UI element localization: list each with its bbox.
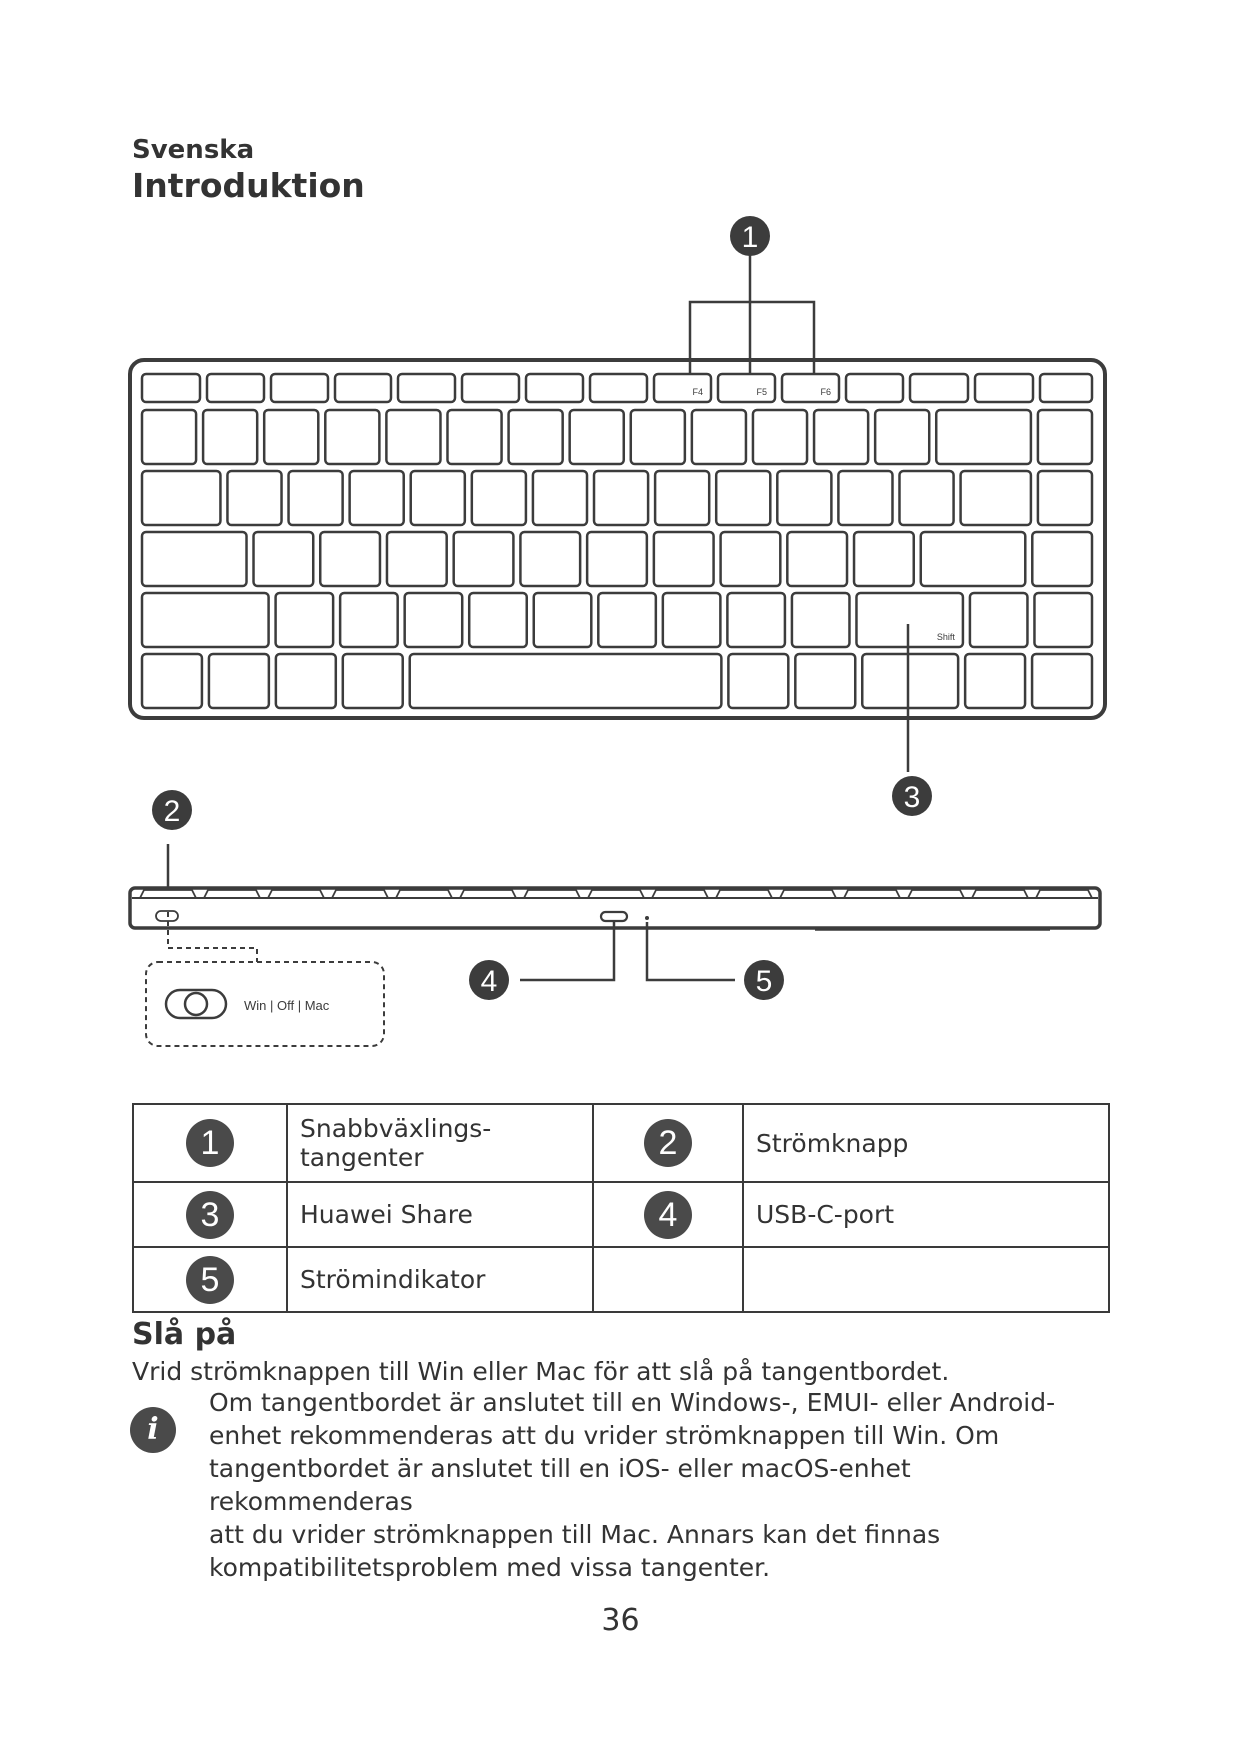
function-key — [462, 374, 519, 402]
key — [728, 654, 788, 708]
callout-4 — [469, 960, 509, 1000]
key — [753, 410, 807, 464]
key — [692, 410, 746, 464]
key — [1038, 471, 1092, 525]
label-quick-switch-keys: Snabbväxlings- tangenter — [287, 1104, 593, 1182]
label-huawei-share: Huawei Share — [287, 1182, 593, 1247]
key — [727, 593, 785, 647]
key — [921, 532, 1026, 586]
key — [142, 471, 220, 525]
page-number: 36 — [601, 1603, 640, 1638]
key-label: F5 — [756, 387, 767, 397]
table-row — [133, 1182, 1109, 1247]
key — [965, 654, 1025, 708]
key — [787, 532, 847, 586]
key — [961, 471, 1031, 525]
key — [899, 471, 953, 525]
key — [142, 532, 247, 586]
key — [447, 410, 501, 464]
label-usb-c-port: USB-C-port — [743, 1182, 1109, 1247]
info-icon: i — [130, 1407, 176, 1453]
key — [520, 532, 580, 586]
badge-5: 5 — [186, 1256, 234, 1304]
key — [325, 410, 379, 464]
key — [509, 410, 563, 464]
table-row — [133, 1247, 1109, 1312]
key — [264, 410, 318, 464]
keyboard-keys — [142, 374, 1092, 708]
page-title: Introduktion — [132, 166, 365, 205]
key — [792, 593, 850, 647]
key — [631, 410, 685, 464]
svg-text:2: 2 — [163, 795, 181, 828]
key — [716, 471, 770, 525]
key — [594, 471, 648, 525]
key — [203, 410, 257, 464]
badge-2: 2 — [644, 1119, 692, 1167]
key — [721, 532, 781, 586]
parts-table — [132, 1103, 1110, 1313]
key — [1032, 532, 1092, 586]
switch-label: Win | Off | Mac — [244, 998, 330, 1013]
key — [777, 471, 831, 525]
badge-4: 4 — [644, 1191, 692, 1239]
key — [340, 593, 398, 647]
language-label: Svenska — [132, 135, 255, 165]
key — [386, 410, 440, 464]
key-label: F6 — [820, 387, 831, 397]
key — [814, 410, 868, 464]
function-key — [271, 374, 328, 402]
function-key — [335, 374, 391, 402]
svg-text:1: 1 — [741, 221, 759, 254]
key — [142, 593, 269, 647]
table-row — [133, 1104, 1109, 1182]
callout-1 — [730, 216, 770, 256]
key-label: F4 — [692, 387, 703, 397]
key — [655, 471, 709, 525]
badge-1: 1 — [186, 1119, 234, 1167]
key — [654, 532, 714, 586]
key — [405, 593, 463, 647]
key — [875, 410, 929, 464]
key — [598, 593, 656, 647]
key-label: Shift — [936, 632, 955, 642]
callout-2 — [152, 790, 192, 830]
callout-4-line — [520, 922, 614, 980]
usb-c-port — [601, 912, 627, 921]
function-key — [846, 374, 903, 402]
key — [534, 593, 592, 647]
key — [227, 471, 281, 525]
key — [838, 471, 892, 525]
key — [862, 654, 958, 708]
label-power-indicator: Strömindikator — [287, 1247, 593, 1312]
function-key — [1040, 374, 1092, 402]
key — [663, 593, 721, 647]
badge-3: 3 — [186, 1191, 234, 1239]
svg-text:4: 4 — [480, 965, 498, 998]
key — [1032, 654, 1092, 708]
key — [410, 654, 722, 708]
key — [142, 654, 202, 708]
function-key — [142, 374, 200, 402]
key — [289, 471, 343, 525]
key — [469, 593, 527, 647]
svg-text:5: 5 — [755, 965, 773, 998]
svg-text:3: 3 — [903, 781, 921, 814]
key — [970, 593, 1028, 647]
key — [320, 532, 380, 586]
key — [533, 471, 587, 525]
key — [1038, 410, 1092, 464]
callout-5-line — [647, 922, 735, 980]
key — [411, 471, 465, 525]
key — [276, 593, 334, 647]
key — [343, 654, 403, 708]
function-key — [398, 374, 455, 402]
key — [209, 654, 269, 708]
callout-5 — [744, 960, 784, 1000]
key — [795, 654, 855, 708]
key — [387, 532, 447, 586]
section-intro: Vrid strömknappen till Win eller Mac för att slå på tangentbordet. — [132, 1357, 950, 1386]
key — [587, 532, 647, 586]
key — [1034, 593, 1092, 647]
callout-3 — [892, 776, 932, 816]
key — [854, 532, 914, 586]
function-key — [207, 374, 264, 402]
key — [142, 410, 196, 464]
label-power-button: Strömknapp — [743, 1104, 1109, 1182]
key — [276, 654, 336, 708]
section-title: Slå på — [132, 1317, 237, 1352]
switch-knob — [185, 993, 207, 1015]
key — [350, 471, 404, 525]
note-text: Om tangentbordet är anslutet till en Windows-, EMUI- eller Android- enhet rekommenderas att du vrider strömknappen till Win. Om tangentbordet är anslutet till en iOS- eller macOS-enhet rekommenderas att du vrider strömknappen till Mac. Annars kan det finnas kompatibilitetsproblem med vissa tangenter. — [209, 1388, 1056, 1582]
key — [472, 471, 526, 525]
function-key — [526, 374, 583, 402]
power-indicator — [645, 916, 649, 920]
function-key — [590, 374, 647, 402]
key — [570, 410, 624, 464]
function-key — [910, 374, 968, 402]
key — [254, 532, 314, 586]
key — [454, 532, 514, 586]
key — [936, 410, 1031, 464]
function-key — [975, 374, 1033, 402]
